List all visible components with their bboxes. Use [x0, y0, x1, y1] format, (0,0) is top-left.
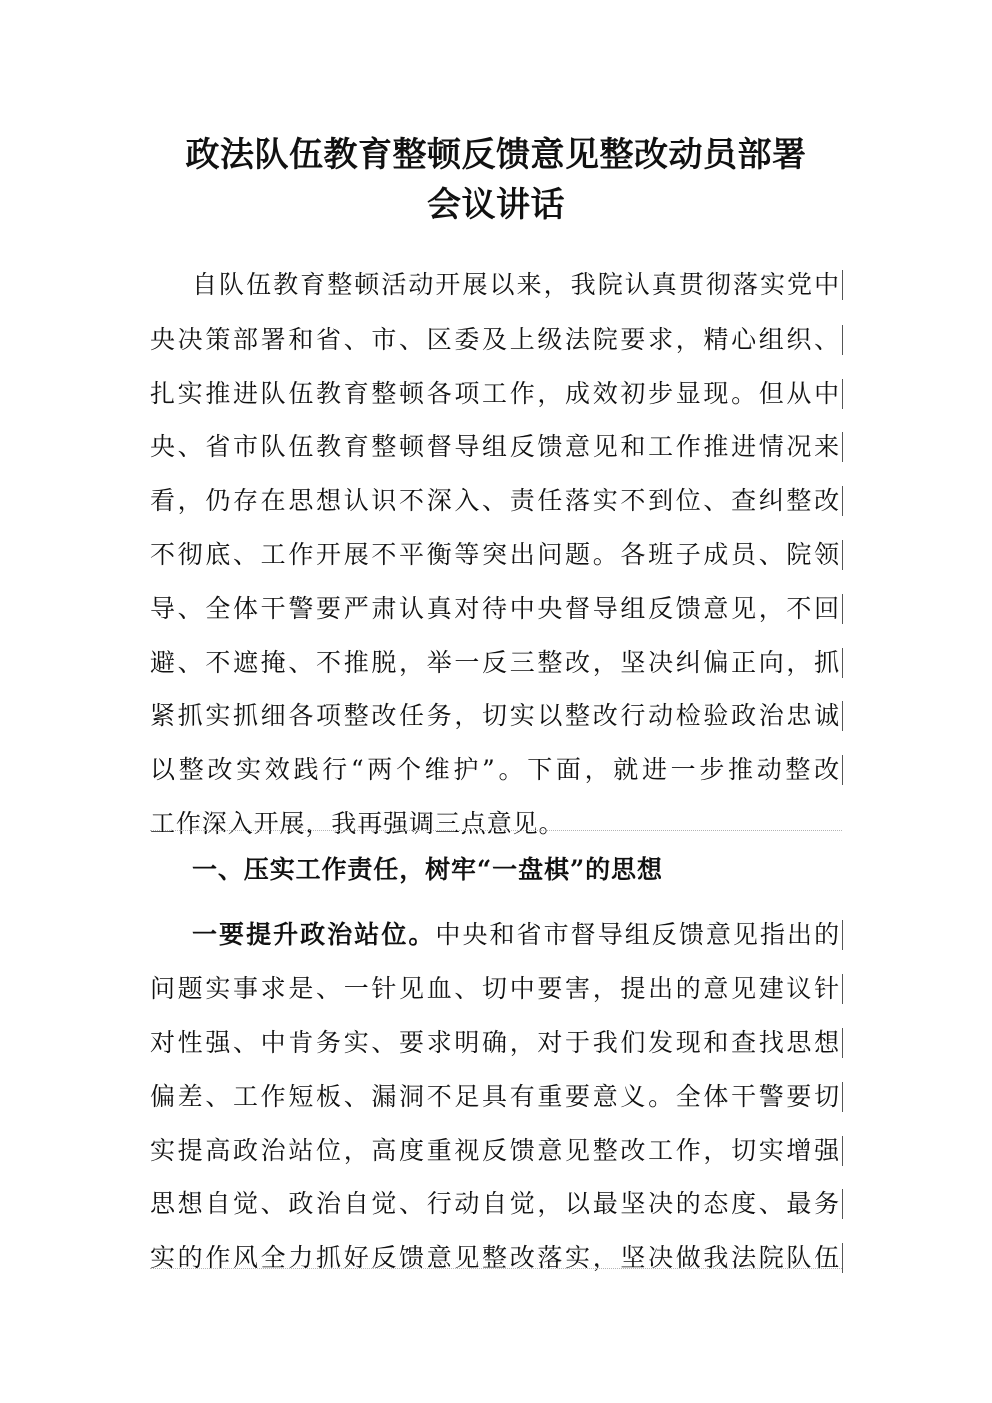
- paragraph-line: 紧抓实抓细各项整改任务，切实以整改行动检验政治忠诚: [150, 701, 840, 730]
- paragraph-line: 实的作风全力抓好反馈意见整改落实，坚决做我法院队伍: [150, 1243, 840, 1272]
- page-bottom-divider: [150, 1268, 842, 1269]
- margin-bar: [842, 432, 843, 462]
- margin-bar: [842, 974, 843, 1004]
- paragraph-line: 看，仍存在思想认识不深入、责任落实不到位、查纠整改: [150, 486, 840, 515]
- margin-bar: [842, 540, 843, 570]
- document-title-line-2: 会议讲话: [427, 185, 565, 225]
- point-text: 中央和省市督导组反馈意见指出的: [435, 920, 840, 949]
- margin-bar: [842, 594, 843, 624]
- margin-bar: [842, 1243, 843, 1273]
- margin-bar: [842, 755, 843, 785]
- paragraph-line: 实提高政治站位，高度重视反馈意见整改工作，切实增强: [150, 1136, 840, 1165]
- paragraph-line: 工作深入开展，我再强调三点意见。: [150, 809, 565, 838]
- paragraph-line: 以整改实效践行“两个维护”。下面，就进一步推动整改: [150, 755, 840, 784]
- section-heading: 一、压实工作责任，树牢“一盘棋”的思想: [192, 855, 663, 884]
- paragraph-line: 问题实事求是、一针见血、切中要害，提出的意见建议针: [150, 974, 840, 1003]
- document-title-line-1: 政法队伍教育整顿反馈意见整改动员部署: [185, 135, 807, 175]
- paragraph-line: 对性强、中肯务实、要求明确，对于我们发现和查找思想: [150, 1028, 840, 1057]
- margin-bar: [842, 1082, 843, 1112]
- paragraph-line: 扎实推进队伍教育整顿各项工作，成效初步显现。但从中: [150, 379, 840, 408]
- paragraph-line: [192, 918, 840, 952]
- paragraph-line: 央决策部署和省、市、区委及上级法院要求，精心组织、: [150, 325, 840, 354]
- paragraph-line: 自队伍教育整顿活动开展以来，我院认真贯彻落实党中: [192, 270, 840, 299]
- margin-bar: [842, 486, 843, 516]
- section-divider: [150, 830, 842, 831]
- margin-bar: [842, 920, 843, 950]
- paragraph-line: 思想自觉、政治自觉、行动自觉，以最坚决的态度、最务: [150, 1189, 840, 1218]
- paragraph-line: 不彻底、工作开展不平衡等突出问题。各班子成员、院领: [150, 540, 840, 569]
- paragraph-line: 避、不遮掩、不推脱，举一反三整改，坚决纠偏正向，抓: [150, 648, 840, 677]
- paragraph-line: 导、全体干警要严肃认真对待中央督导组反馈意见，不回: [150, 594, 840, 623]
- margin-bar: [842, 379, 843, 409]
- margin-bar: [842, 701, 843, 731]
- margin-bar: [842, 1028, 843, 1058]
- margin-bar: [842, 648, 843, 678]
- margin-bar: [842, 1189, 843, 1219]
- margin-bar: [842, 1136, 843, 1166]
- point-lead: 一要提升政治站位。: [192, 920, 436, 949]
- margin-bar: [842, 325, 843, 355]
- paragraph-line: 偏差、工作短板、漏洞不足具有重要意义。全体干警要切: [150, 1082, 840, 1111]
- margin-bar: [842, 270, 843, 300]
- paragraph-line: 央、省市队伍教育整顿督导组反馈意见和工作推进情况来: [150, 432, 840, 461]
